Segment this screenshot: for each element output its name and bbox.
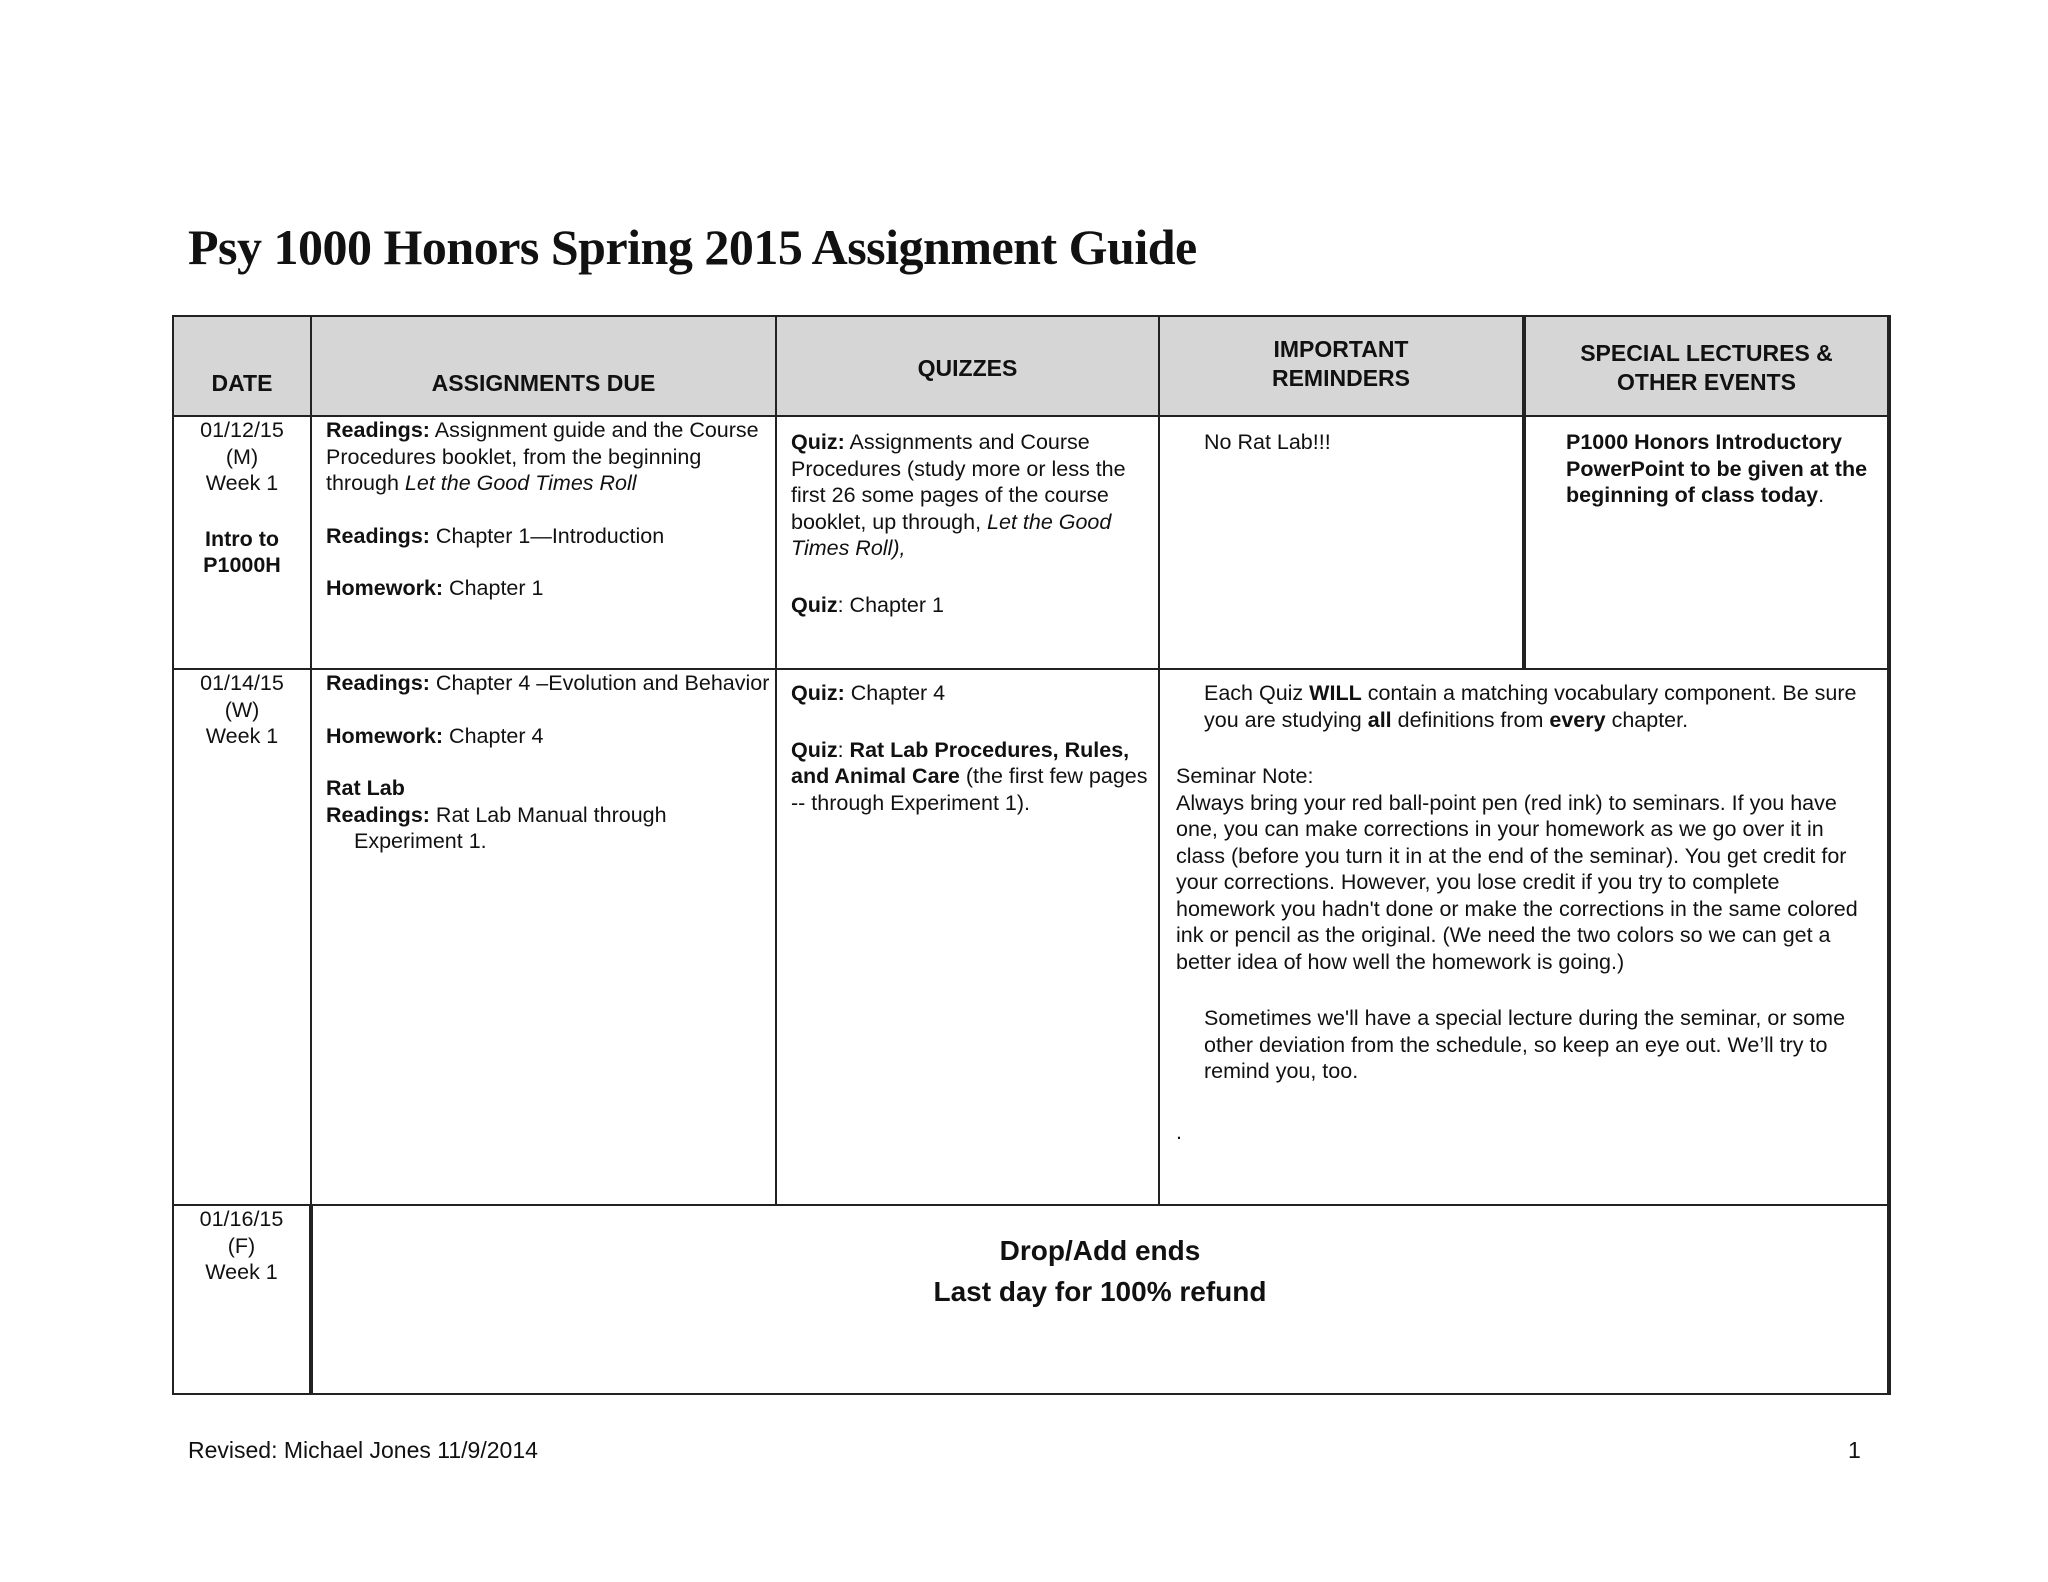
assignment-table: [172, 315, 1891, 1395]
date-cell: 01/16/15 (F) Week 1: [173, 1205, 311, 1394]
table-row: [173, 669, 1889, 1205]
announcement-cell: Drop/Add ends Last day for 100% refund: [311, 1205, 1889, 1394]
page-number: 1: [1848, 1437, 1861, 1463]
page-title: Psy 1000 Honors Spring 2015 Assignment Guide: [188, 219, 1197, 275]
assignments-cell: Readings: Chapter 4 –Evolution and Behavior Homework: Chapter 4 Rat Lab Readings: Rat Lab Manual through Experiment 1.: [311, 669, 776, 1205]
date-cell: 01/12/15 (M) Week 1 Intro to P1000H: [173, 416, 311, 669]
seminar-note-body: Always bring your red ball-point pen (red ink) to seminars. If you have one, you can make corrections in your homework as we go over it in class (before you turn it in at the end of the seminar). You get credit for your corrections. However, you lose credit if you try to complete homework you hadn't done or make the corrections in the same colored ink or pencil as the original. (We need the two colors so we can get a better idea of how well the homework is going.): [1176, 790, 1858, 974]
date-cell: 01/14/15 (W) Week 1: [173, 669, 311, 1205]
seminar-note-heading: Seminar Note:: [1176, 764, 1314, 788]
reminders-cell: Each Quiz WILL contain a matching vocabulary component. Be sure you are studying all definitions from every chapter. Seminar Note: Always bring your red ball-point pen (red ink) to seminars. If you have one, you can make corrections in your homework as we go over it in class (before you turn it in at the end of the seminar). You get credit for your corrections. However, you lose credit if you try to complete homework you hadn't done or make the corrections in the same colored ink or pencil as the original. (We need the two colors so we can get a better idea of how well the homework is going.) Sometimes we'll have a special lecture during the seminar, or some other deviation from the schedule, so keep an eye out. We’ll try to remind you, too. .: [1159, 669, 1889, 1205]
header-quizzes: QUIZZES: [776, 316, 1159, 416]
assignments-cell: Readings: Assignment guide and the Course Procedures booklet, from the beginning through Let the Good Times Roll Readings: Chapter 1—Introduction Homework: Chapter 1: [311, 416, 776, 669]
quizzes-cell: Quiz: Assignments and Course Procedures (study more or less the first 26 some pages of the course booklet, up through, Let the Good Times Roll), Quiz: Chapter 1: [776, 416, 1159, 669]
header-date: DATE: [173, 316, 311, 416]
header-row: [173, 316, 1889, 416]
quizzes-cell: Quiz: Chapter 4 Quiz: Rat Lab Procedures, Rules, and Animal Care (the first few pages -- through Experiment 1).: [776, 669, 1159, 1205]
events-cell: P1000 Honors Introductory PowerPoint to be given at the beginning of class today.: [1524, 416, 1889, 669]
footer-revised: Revised: Michael Jones 11/9/2014: [188, 1437, 538, 1463]
header-events: SPECIAL LECTURES & OTHER EVENTS: [1524, 316, 1889, 416]
reminders-cell: No Rat Lab!!!: [1159, 416, 1524, 669]
table-row: [173, 416, 1889, 669]
header-assignments: ASSIGNMENTS DUE: [311, 316, 776, 416]
table-row: [173, 1205, 1889, 1394]
header-reminders: IMPORTANT REMINDERS: [1159, 316, 1524, 416]
